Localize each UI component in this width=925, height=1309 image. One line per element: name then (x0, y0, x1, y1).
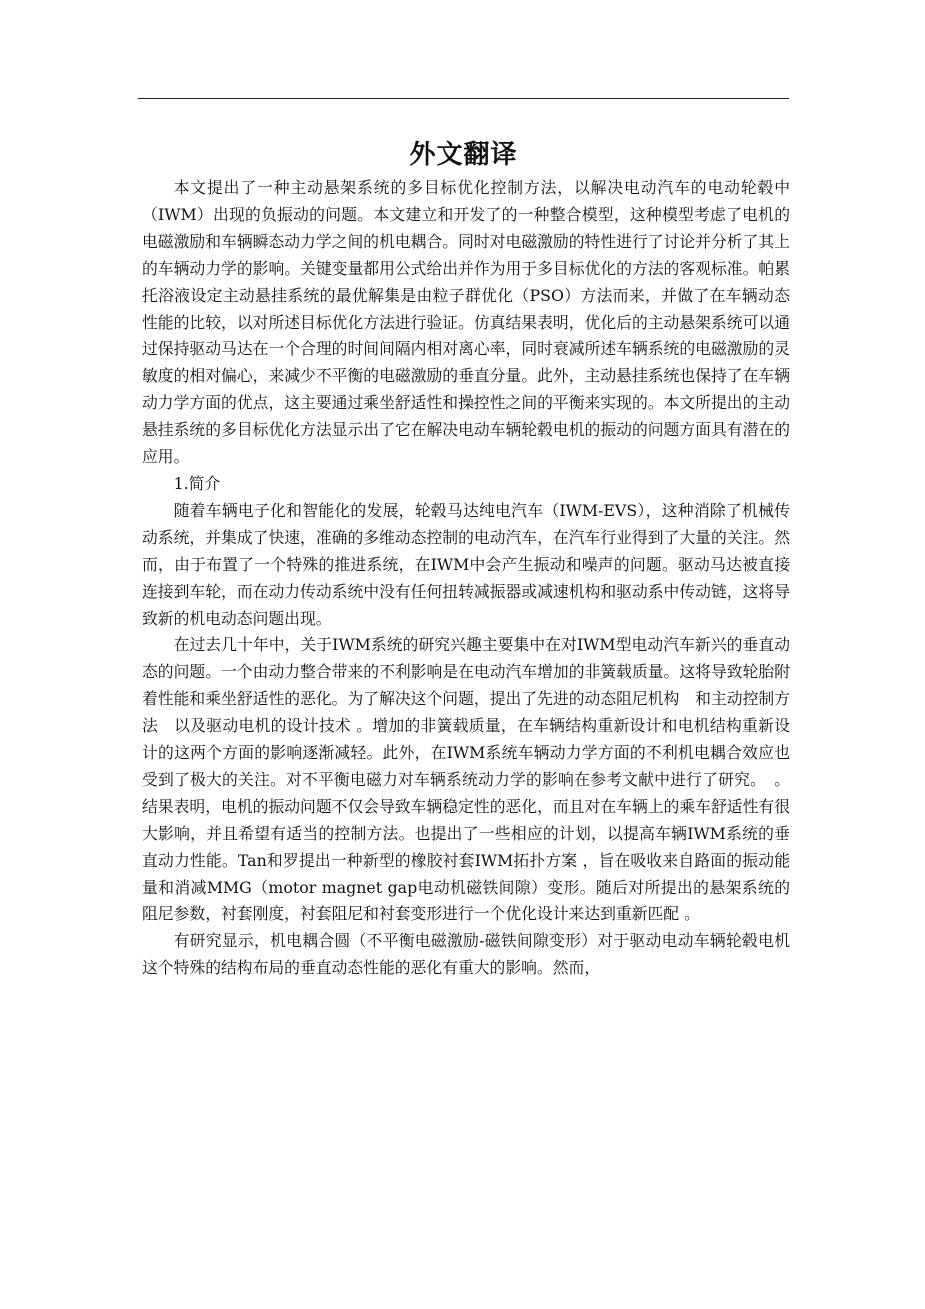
body-paragraph: 有研究显示，机电耦合圆（不平衡电磁激励-磁铁间隙变形）对于驱动电动车辆轮毂电机这个特殊的结构布局的垂直动态性能的恶化有重大的影响。然而， (142, 931, 790, 978)
body-paragraph: 在过去几十年中，关于IWM系统的研究兴趣主要集中在对IWM型电动汽车新兴的垂直动态的问题。一个由动力整合带来的不利影响是在电动汽车增加的非簧载质量。这将导致轮胎附着性能和乘坐舒适性的恶化。为了解决这个问题，提出了先进的动态阻尼机构 和主动控制方法 以及驱动电机的设计技术 。增加的非簧载质量，在车辆结构重新设计和电机结构重新设计的这两个方面的影响逐渐减轻。此外，在IWM系统车辆动力学方面的不利机电耦合效应也受到了极大的关注。对不平衡电磁力对车辆系统动力学的影响在参考文献中进行了研究。 。结果表明，电机的振动问题不仅会导致车辆稳定性的恶化，而且对在车辆上的乘车舒适性有很大影响，并且希望有适当的控制方法。也提出了一些相应的计划，以提高车辆IWM系统的垂直动力性能。Tan和罗提出一种新型的橡胶衬套IWM拓扑方案 ，旨在吸收来自路面的振动能量和消减MMG（motor magnet gap电动机磁铁间隙）变形。随后对所提出的悬架系统的阻尼参数，衬套刚度，衬套阻尼和衬套变形进行一个优化设计来达到重新匹配 。 (142, 635, 790, 924)
document-body (142, 175, 790, 982)
section-heading-introduction: 1.简介 (173, 473, 221, 493)
header-rule (138, 98, 789, 99)
body-paragraph: 随着车辆电子化和智能化的发展，轮毂马达纯电汽车（IWM-EVS），这种消除了机械传动系统，并集成了快速，准确的多维动态控制的电动汽车，在汽车行业得到了大量的关注。然而，由于布置了一个特殊的推进系统，在IWM中会产生振动和噪声的问题。驱动马达被直接连接到车轮，而在动力传动系统中没有任何扭转减振器或减速机构和驱动系中传动链，这将导致新的机电动态问题出现。 (142, 500, 790, 628)
abstract-paragraph: 本文提出了一种主动悬架系统的多目标优化控制方法，以解决电动汽车的电动轮毂中（IWM）出现的负振动的问题。本文建立和开发了的一种整合模型，这种模型考虑了电机的电磁激励和车辆瞬态动力学之间的机电耦合。同时对电磁激励的特性进行了讨论并分析了其上的车辆动力学的影响。关键变量都用公式给出并作为用于多目标优化的方法的客观标准。帕累托浴液设定主动悬挂系统的最优解集是由粒子群优化（PSO）方法而来，并做了在车辆动态性能的比较，以对所述目标优化方法进行验证。仿真结果表明，优化后的主动悬架系统可以通过保持驱动马达在一个合理的时间间隔内相对离心率，同时衰减所述车辆系统的电磁激励的灵敏度的相对偏心，来减少不平衡的电磁激励的垂直分量。此外，主动悬挂系统也保持了在车辆动力学方面的优点，这主要通过乘坐舒适性和操控性之间的平衡来实现的。本文所提出的主动悬挂系统的多目标优化方法显示出了它在解决电动车辆轮毂电机的振动的问题方面具有潜在的应用。 (142, 178, 790, 467)
document-title: 外文翻译 (409, 140, 518, 171)
